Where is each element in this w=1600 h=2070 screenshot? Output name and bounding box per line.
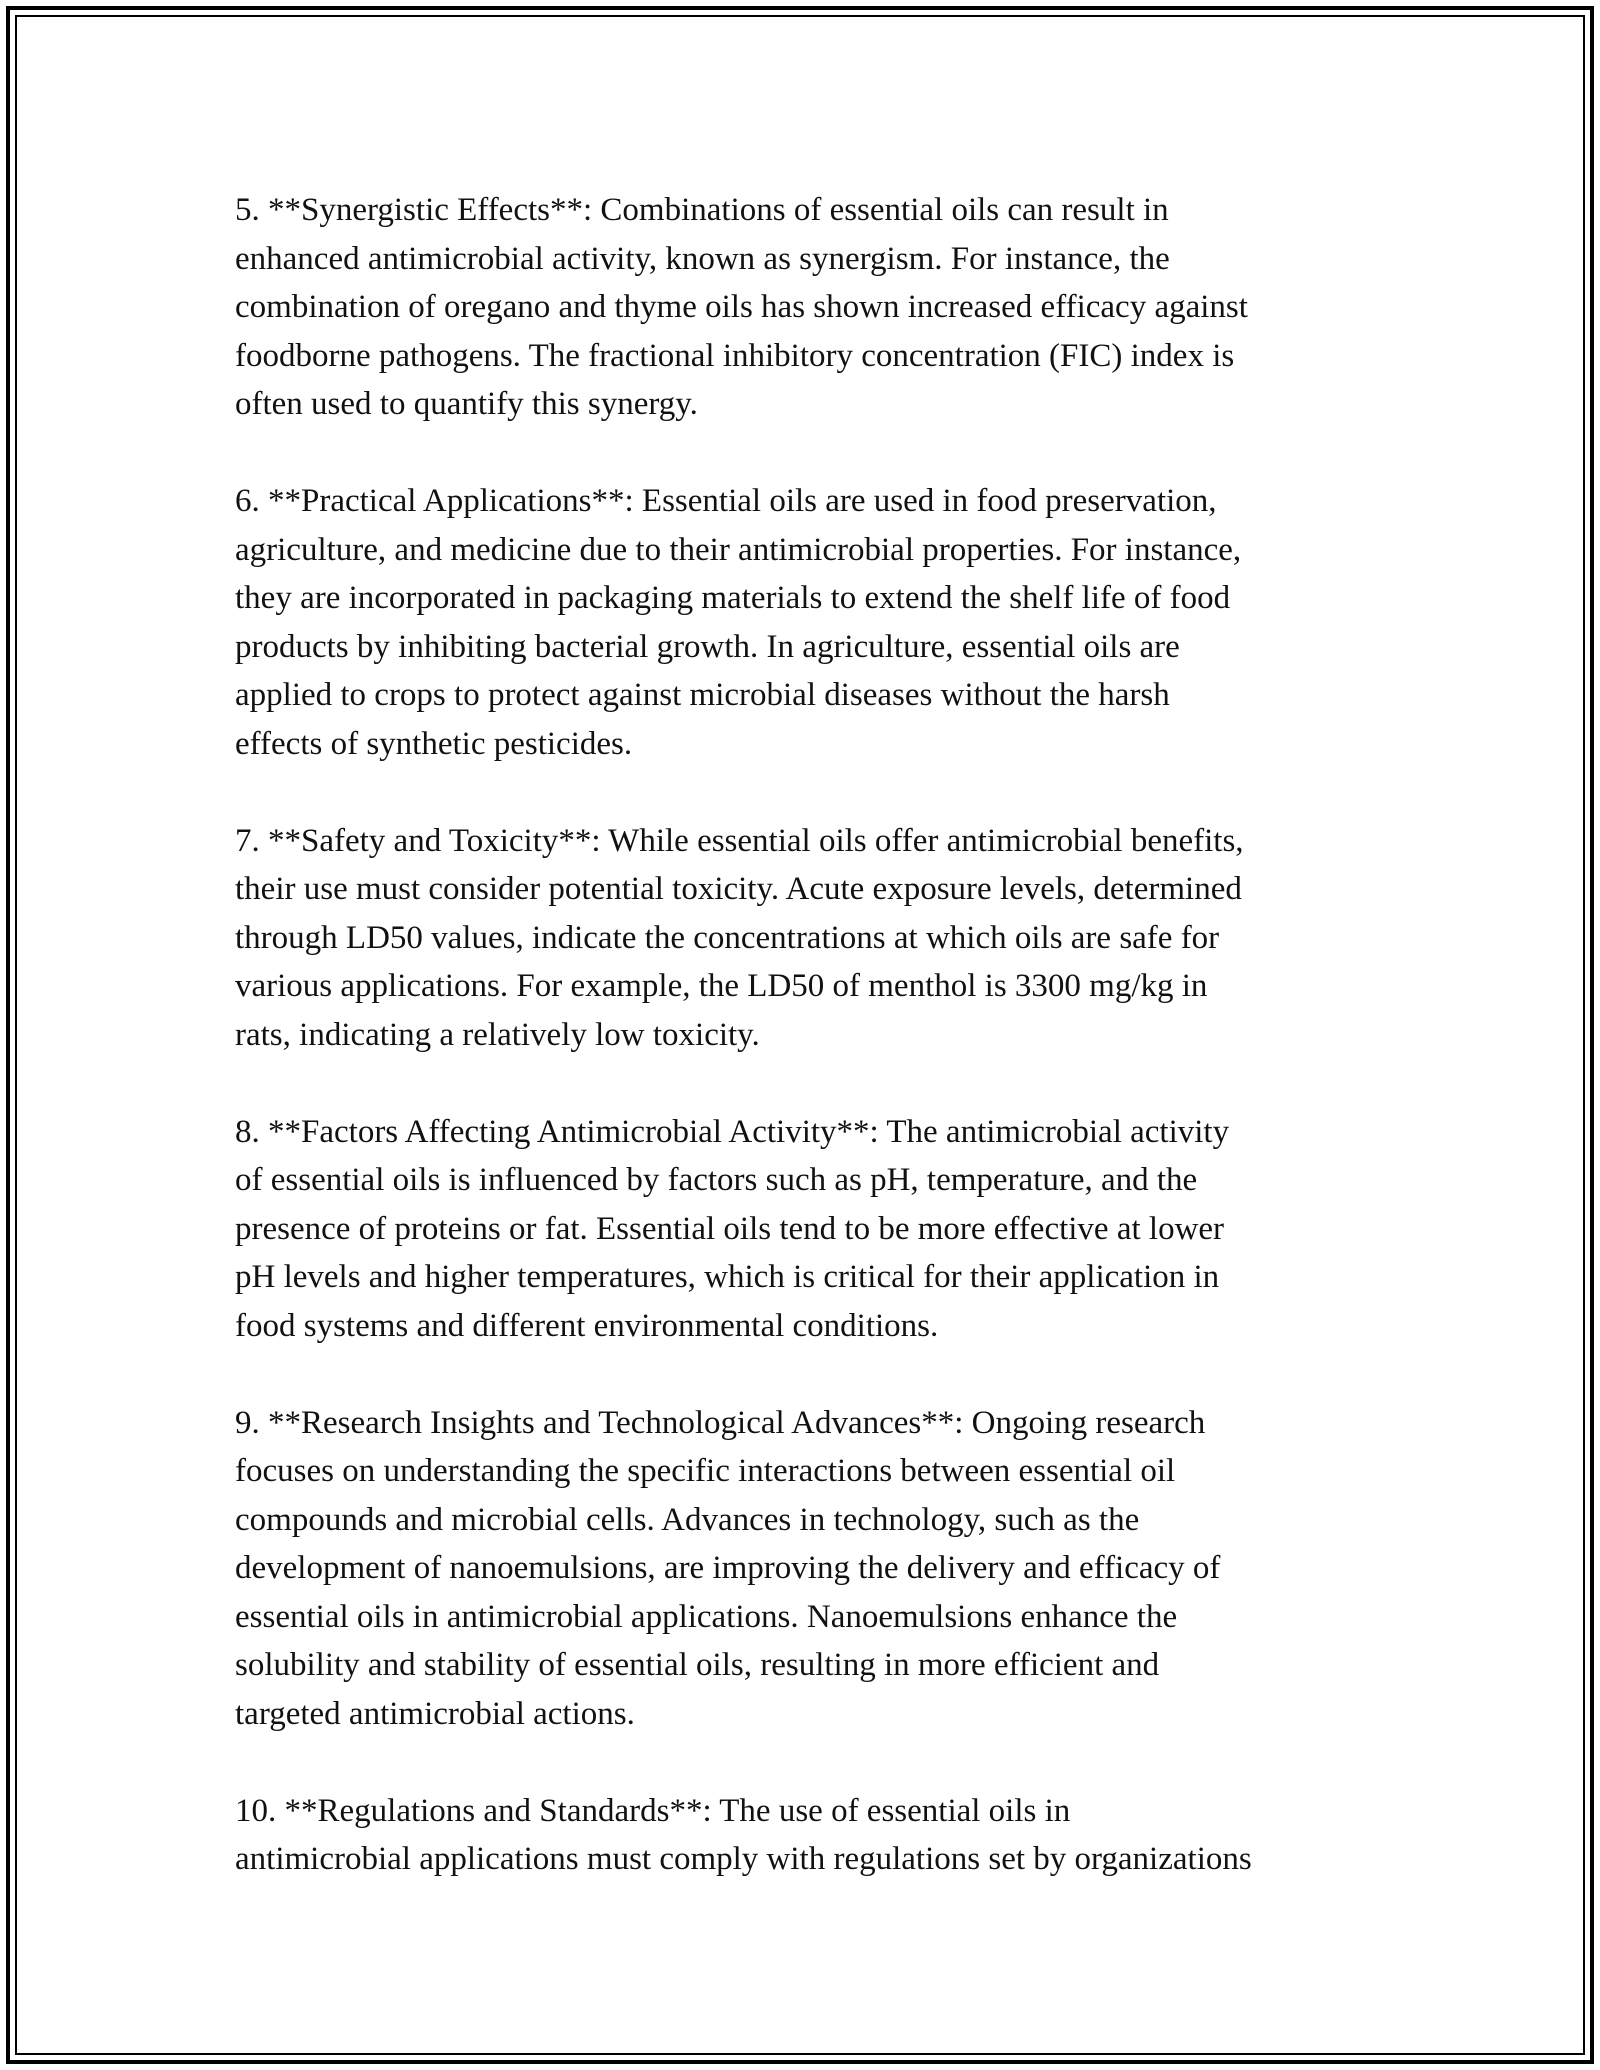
paragraph-practical-applications: 6. **Practical Applications**: Essential oils are used in food preservation, agriculture, and medicine due to their antimicrobial properties. For instance, they are incorporated in packaging materials to extend the shelf life of food products by inhibiting bacterial growth. In agriculture, essential oils are applied to crops to protect against microbial diseases without the harsh effects of synthetic pesticides. bbox=[235, 483, 1242, 762]
paragraph-synergistic-effects: 5. **Synergistic Effects**: Combinations of essential oils can result in enhanced antimicrobial activity, known as synergism. For instance, the combination of oregano and thyme oils has shown increased efficacy against foodborne pathogens. The fractional inhibitory concentration (FIC) index is often used to quantify this synergy. bbox=[235, 192, 1248, 422]
paragraph-regulations-and-standards: 10. **Regulations and Standards**: The use of essential oils in antimicrobial applications must comply with regulations set by organizations bbox=[235, 1792, 1252, 1877]
document-body bbox=[235, 186, 1375, 1884]
paragraph-research-insights: 9. **Research Insights and Technological Advances**: Ongoing research focuses on understanding the specific interactions between essential oil compounds and microbial cells. Advances in technology, such as the development of nanoemulsions, are improving the delivery and efficacy of essential oils in antimicrobial applications. Nanoemulsions enhance the solubility and stability of essential oils, resulting in more efficient and targeted antimicrobial actions. bbox=[235, 1404, 1221, 1732]
paragraph-factors-affecting-activity: 8. **Factors Affecting Antimicrobial Activity**: The antimicrobial activity of essential oils is influenced by factors such as pH, temperature, and the presence of proteins or fat. Essential oils tend to be more effective at lower pH levels and higher temperatures, which is critical for their application in food systems and different environmental conditions. bbox=[235, 1113, 1230, 1344]
paragraph-safety-and-toxicity: 7. **Safety and Toxicity**: While essential oils offer antimicrobial benefits, their use must consider potential toxicity. Acute exposure levels, determined through LD50 values, indicate the concentrations at which oils are safe for various applications. For example, the LD50 of menthol is 3300 mg/kg in rats, indicating a relatively low toxicity. bbox=[235, 822, 1244, 1053]
